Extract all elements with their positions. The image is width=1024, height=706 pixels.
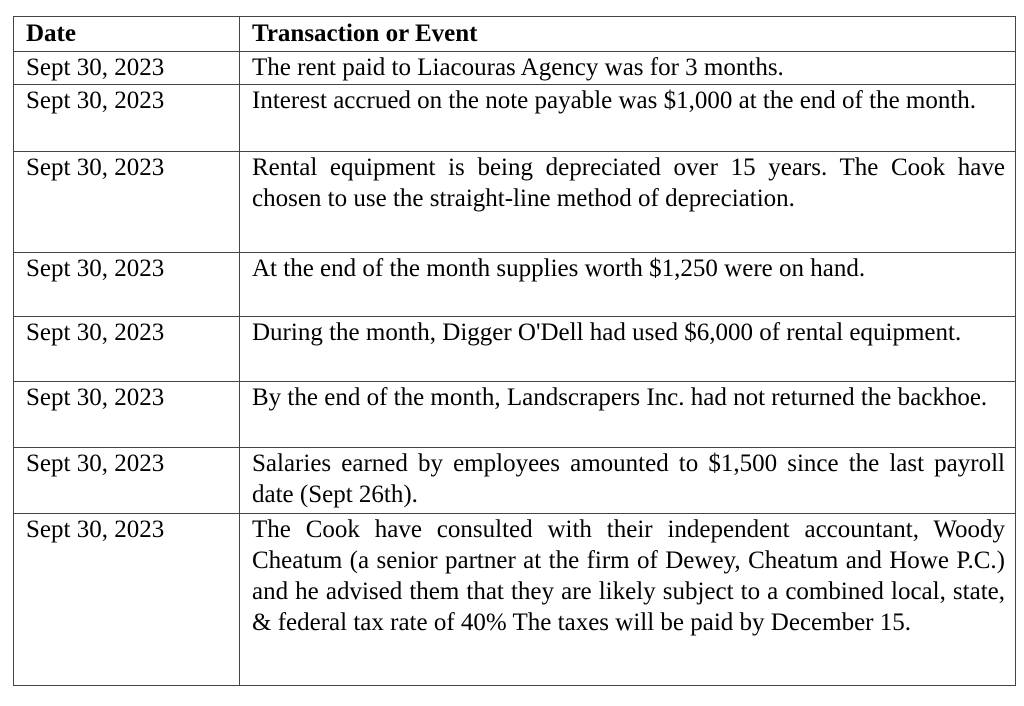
row-date: Sept 30, 2023 bbox=[14, 253, 240, 317]
table-row bbox=[14, 152, 1016, 253]
row-event: The rent paid to Liacouras Agency was for 3 months. bbox=[240, 52, 1016, 85]
table-row bbox=[14, 52, 1016, 85]
row-event: The Cook have consulted with their independent accountant, Woody Cheatum (a senior partner at the firm of Dewey, Cheatum and Howe P.C.) and he advised them that they are likely subject to a combined local, state, & federal tax rate of 40% The taxes will be paid by December 15. bbox=[240, 514, 1016, 686]
header-row bbox=[14, 17, 1016, 52]
row-date: Sept 30, 2023 bbox=[14, 514, 240, 686]
row-date: Sept 30, 2023 bbox=[14, 317, 240, 382]
transactions-table bbox=[13, 16, 1016, 686]
date-column-header: Date bbox=[14, 17, 240, 52]
row-event: During the month, Digger O'Dell had used $6,000 of rental equipment. bbox=[240, 317, 1016, 382]
table-row bbox=[14, 382, 1016, 448]
row-date: Sept 30, 2023 bbox=[14, 448, 240, 514]
row-date: Sept 30, 2023 bbox=[14, 85, 240, 152]
table-row bbox=[14, 448, 1016, 514]
row-date: Sept 30, 2023 bbox=[14, 152, 240, 253]
table-row bbox=[14, 85, 1016, 152]
row-event: Rental equipment is being depreciated over 15 years. The Cook have chosen to use the straight-line method of depreciation. bbox=[240, 152, 1016, 253]
table-row bbox=[14, 514, 1016, 686]
row-date: Sept 30, 2023 bbox=[14, 52, 240, 85]
row-event: Interest accrued on the note payable was $1,000 at the end of the month. bbox=[240, 85, 1016, 152]
row-event: Salaries earned by employees amounted to $1,500 since the last payroll date (Sept 26th). bbox=[240, 448, 1016, 514]
row-event: By the end of the month, Landscrapers Inc. had not returned the backhoe. bbox=[240, 382, 1016, 448]
event-column-header: Transaction or Event bbox=[240, 17, 1016, 52]
row-date: Sept 30, 2023 bbox=[14, 382, 240, 448]
table-row bbox=[14, 317, 1016, 382]
row-event: At the end of the month supplies worth $1,250 were on hand. bbox=[240, 253, 1016, 317]
table-row bbox=[14, 253, 1016, 317]
